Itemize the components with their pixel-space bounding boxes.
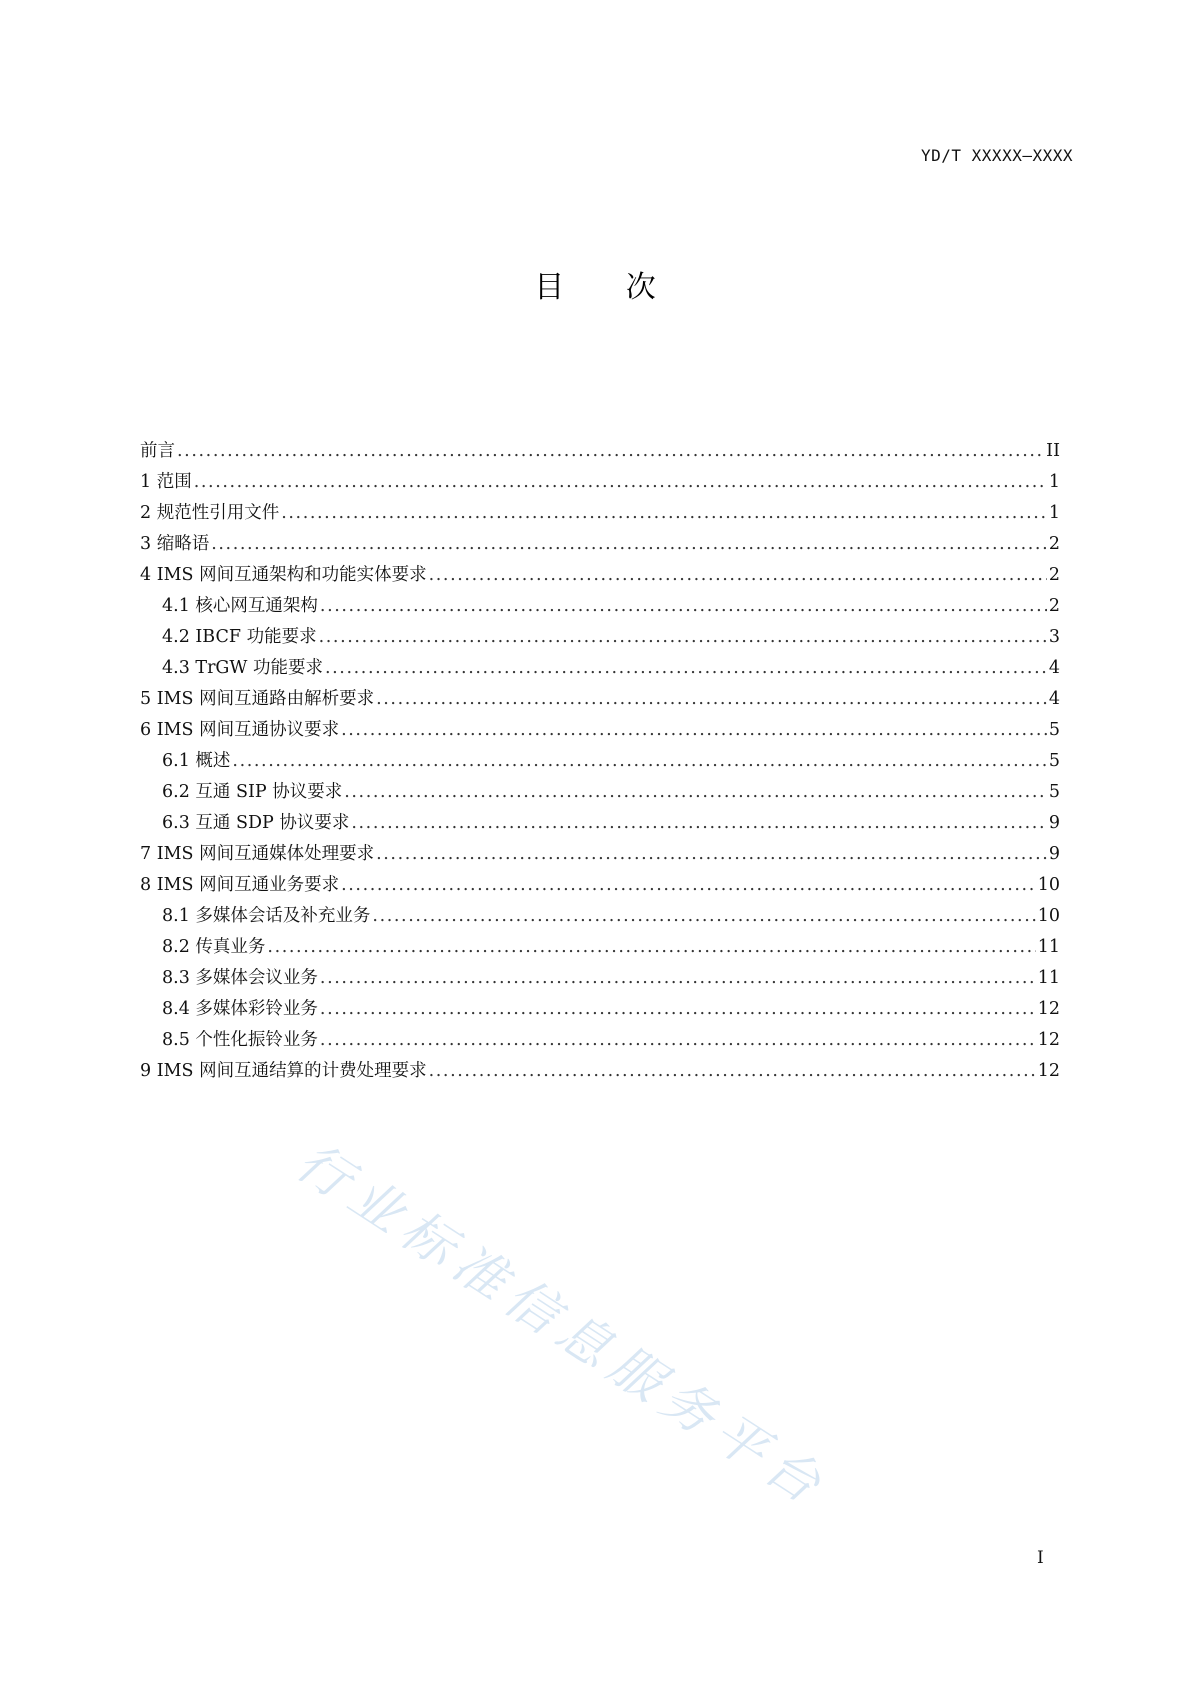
toc-entry-label: 8 IMS 网间互通业务要求 xyxy=(140,875,340,895)
toc-entry[interactable] xyxy=(140,901,1060,932)
toc-entry[interactable] xyxy=(140,1025,1060,1056)
toc-entry[interactable] xyxy=(140,436,1060,467)
dot-leader xyxy=(376,684,1047,715)
toc-entry-label: 6.1 概述 xyxy=(162,751,231,771)
toc-entry-page: 5 xyxy=(1048,751,1060,771)
toc-entry-page: 10 xyxy=(1037,906,1060,926)
toc-entry-page: 4 xyxy=(1048,689,1060,709)
toc-entry-page: 1 xyxy=(1048,472,1060,492)
toc-entry-label: 4.3 TrGW 功能要求 xyxy=(162,658,323,678)
toc-entry[interactable] xyxy=(140,591,1060,622)
toc-entry-page: 1 xyxy=(1048,503,1060,523)
toc-entry[interactable] xyxy=(140,932,1060,963)
dot-leader xyxy=(429,560,1047,591)
toc-entry-label: 8.1 多媒体会话及补充业务 xyxy=(162,906,371,926)
toc-entry-label: 6.2 互通 SIP 协议要求 xyxy=(162,782,343,802)
toc-entry-label: 4.1 核心网互通架构 xyxy=(162,596,318,616)
toc-entry-page: 12 xyxy=(1037,999,1060,1019)
dot-leader xyxy=(232,746,1046,777)
toc-entry[interactable] xyxy=(140,467,1060,498)
toc-entry-page: 2 xyxy=(1048,534,1060,554)
dot-leader xyxy=(319,622,1047,653)
toc-entry[interactable] xyxy=(140,839,1060,870)
page-title: 目 次 xyxy=(534,270,682,305)
dot-leader xyxy=(177,436,1044,467)
toc-entry[interactable] xyxy=(140,560,1060,591)
toc-entry-label: 5 IMS 网间互通路由解析要求 xyxy=(140,689,375,709)
toc-entry-label: 6 IMS 网间互通协议要求 xyxy=(140,720,340,740)
dot-leader xyxy=(351,808,1047,839)
dot-leader xyxy=(325,653,1047,684)
dot-leader xyxy=(341,870,1036,901)
toc-entry[interactable] xyxy=(140,777,1060,808)
toc-entry[interactable] xyxy=(140,1056,1060,1087)
toc-entry-page: 5 xyxy=(1048,720,1060,740)
dot-leader xyxy=(194,467,1047,498)
page-number: I xyxy=(1037,1548,1044,1568)
dot-leader xyxy=(281,498,1047,529)
toc-entry[interactable] xyxy=(140,746,1060,777)
dot-leader xyxy=(372,901,1035,932)
toc-entry-label: 6.3 互通 SDP 协议要求 xyxy=(162,813,350,833)
toc-entry-page: 11 xyxy=(1037,937,1060,957)
toc-entry-label: 1 范围 xyxy=(140,472,192,492)
toc-entry-page: 9 xyxy=(1048,813,1060,833)
dot-leader xyxy=(320,963,1036,994)
dot-leader xyxy=(344,777,1047,808)
toc-entry-label: 2 规范性引用文件 xyxy=(140,503,280,523)
document-code: YD/T XXXXX—XXXX xyxy=(921,146,1073,165)
toc-entry-page: 12 xyxy=(1037,1061,1060,1081)
toc-entry-page: 5 xyxy=(1048,782,1060,802)
toc-entry-label: 7 IMS 网间互通媒体处理要求 xyxy=(140,844,375,864)
dot-leader xyxy=(376,839,1047,870)
toc-entry-label: 8.3 多媒体会议业务 xyxy=(162,968,318,988)
toc-entry[interactable] xyxy=(140,870,1060,901)
toc-entry-label: 前言 xyxy=(140,441,175,461)
dot-leader xyxy=(429,1056,1036,1087)
dot-leader xyxy=(320,994,1036,1025)
toc-entry-page: 10 xyxy=(1037,875,1060,895)
toc-entry-page: 9 xyxy=(1048,844,1060,864)
toc-entry[interactable] xyxy=(140,684,1060,715)
toc-entry[interactable] xyxy=(140,808,1060,839)
toc-entry[interactable] xyxy=(140,715,1060,746)
toc-entry-page: 3 xyxy=(1048,627,1060,647)
toc-entry-label: 3 缩略语 xyxy=(140,534,210,554)
table-of-contents xyxy=(140,436,1060,1087)
toc-entry-label: 8.5 个性化振铃业务 xyxy=(162,1030,318,1050)
dot-leader xyxy=(267,932,1035,963)
toc-entry[interactable] xyxy=(140,653,1060,684)
dot-leader xyxy=(211,529,1047,560)
dot-leader xyxy=(341,715,1047,746)
toc-entry[interactable] xyxy=(140,963,1060,994)
toc-entry[interactable] xyxy=(140,994,1060,1025)
toc-entry-page: II xyxy=(1046,441,1060,461)
dot-leader xyxy=(320,591,1047,622)
toc-entry-page: 11 xyxy=(1037,968,1060,988)
toc-entry[interactable] xyxy=(140,622,1060,653)
dot-leader xyxy=(320,1025,1036,1056)
toc-entry-page: 2 xyxy=(1048,565,1060,585)
watermark: 行业标准信息服务平台 xyxy=(285,1131,839,1520)
toc-entry-label: 8.4 多媒体彩铃业务 xyxy=(162,999,318,1019)
toc-entry[interactable] xyxy=(140,529,1060,560)
toc-entry-label: 4 IMS 网间互通架构和功能实体要求 xyxy=(140,565,427,585)
toc-entry-label: 9 IMS 网间互通结算的计费处理要求 xyxy=(140,1061,427,1081)
toc-entry-label: 4.2 IBCF 功能要求 xyxy=(162,627,317,647)
toc-entry-page: 4 xyxy=(1048,658,1060,678)
toc-entry-label: 8.2 传真业务 xyxy=(162,937,266,957)
toc-entry[interactable] xyxy=(140,498,1060,529)
toc-entry-page: 2 xyxy=(1048,596,1060,616)
toc-entry-page: 12 xyxy=(1037,1030,1060,1050)
